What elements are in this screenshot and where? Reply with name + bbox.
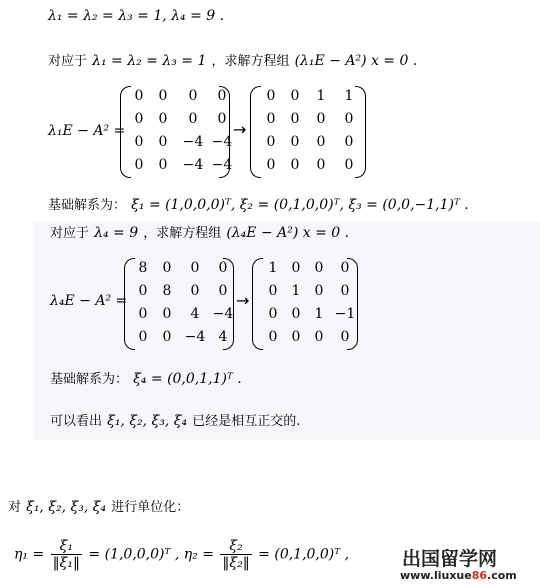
matrix-cell: 0 xyxy=(340,283,350,299)
matrix-cell: 8 xyxy=(162,283,172,299)
matrix-cell: 0 xyxy=(158,88,168,104)
eta1-denominator: ‖ξ₁‖ xyxy=(52,555,80,571)
watermark-url-suffix: .com xyxy=(487,569,517,582)
watermark-url-prefix: www.liuxue xyxy=(400,569,472,582)
matrix-cell: 0 xyxy=(218,283,228,299)
matrix-cell: 0 xyxy=(316,134,326,150)
eta2-lhs: η₂ = xyxy=(183,546,214,563)
matrix-cell: 0 xyxy=(158,157,168,173)
case2-lhs: λ₄E − A² = xyxy=(50,293,128,309)
matrix-cell: 1 xyxy=(344,88,354,104)
matrix-cell: 0 xyxy=(134,88,144,104)
matrix-cell: 0 xyxy=(290,157,300,173)
eta2-fraction xyxy=(220,538,251,571)
case1-basis-label: 基础解系为： xyxy=(48,198,127,213)
matrix-cell: 0 xyxy=(266,111,276,127)
matrix-cell: 0 xyxy=(291,306,301,322)
watermark-url xyxy=(400,569,517,582)
matrix-cell: 0 xyxy=(188,111,198,127)
case2-matrix-right xyxy=(252,258,358,350)
case2-solve-text: ，求解方程组 xyxy=(143,226,222,241)
watermark-logo-text: 出国留学网 xyxy=(402,548,498,570)
normalize-pre: 对 xyxy=(8,500,22,515)
matrix-cell: 0 xyxy=(190,260,200,276)
matrix-cell: 0 xyxy=(266,88,276,104)
case2-matrix-left xyxy=(124,258,234,350)
matrix-cell: −4 xyxy=(211,157,233,173)
matrix-cell: 8 xyxy=(138,260,148,276)
eta1-lhs: η₁ = xyxy=(14,546,45,563)
matrix-cell: −1 xyxy=(334,306,356,322)
matrix-cell: 0 xyxy=(134,134,144,150)
normalize-line xyxy=(8,496,189,515)
eigenvalues-line: λ₁ = λ₂ = λ₃ = 1, λ₄ = 9 . xyxy=(48,8,225,24)
matrix-cell: 0 xyxy=(340,329,350,345)
matrix-cell: 0 xyxy=(316,111,326,127)
matrix-cell: 0 xyxy=(217,111,227,127)
matrix-cell: 4 xyxy=(218,329,228,345)
normalize-post: 进行单位化： xyxy=(111,500,190,515)
matrix-cell: 0 xyxy=(158,111,168,127)
eta2-denominator: ‖ξ₂‖ xyxy=(222,555,250,571)
matrix-cell: 0 xyxy=(138,329,148,345)
case1-matrix-left xyxy=(120,86,233,178)
case2-intro-line xyxy=(50,222,349,241)
observe-text: 可以看出 xyxy=(50,414,103,429)
matrix-cell: 0 xyxy=(266,157,276,173)
matrix-cell: 0 xyxy=(291,329,301,345)
case1-basis: ξ₁ = (1,0,0,0)ᵀ, ξ₂ = (0,1,0,0)ᵀ, ξ₃ = (0,0,−1,1)ᵀ . xyxy=(131,197,469,213)
matrix-cell: 0 xyxy=(162,329,172,345)
case2-basis-line xyxy=(50,368,242,387)
case2-basis: ξ₄ = (0,0,1,1)ᵀ . xyxy=(133,371,242,387)
case2-eigen: λ₄ = 9 xyxy=(94,225,139,241)
matrix-cell: 0 xyxy=(218,260,228,276)
matrix-cell: 0 xyxy=(266,134,276,150)
case1-intro-line xyxy=(48,50,417,69)
case2-basis-label: 基础解系为： xyxy=(50,372,129,387)
case2-arrow: → xyxy=(236,291,250,310)
matrix-cell: −4 xyxy=(184,329,206,345)
matrix-cell: 1 xyxy=(268,260,278,276)
matrix-cell: 0 xyxy=(344,134,354,150)
matrix-cell: 0 xyxy=(138,283,148,299)
matrix-cell: 0 xyxy=(190,283,200,299)
matrix-cell: −4 xyxy=(212,306,234,322)
case1-solve-text: ，求解方程组 xyxy=(211,54,290,69)
eta2-numerator: ξ₂ xyxy=(220,538,251,555)
matrix-cell: 0 xyxy=(162,260,172,276)
matrix-cell: 0 xyxy=(291,260,301,276)
matrix-cell: 1 xyxy=(314,306,324,322)
matrix-cell: 0 xyxy=(217,88,227,104)
matrix-cell: 0 xyxy=(134,111,144,127)
matrix-cell: 0 xyxy=(268,283,278,299)
case1-system: (λ₁E − A²) x = 0 . xyxy=(294,53,418,69)
observe-vars: ξ₁, ξ₂, ξ₃, ξ₄ xyxy=(107,413,188,429)
normalize-vars: ξ₁, ξ₂, ξ₃, ξ₄ xyxy=(26,499,107,515)
matrix-cell: 0 xyxy=(290,111,300,127)
eta1-numerator: ξ₁ xyxy=(51,538,82,555)
eta1-fraction xyxy=(51,538,82,571)
case1-arrow: → xyxy=(233,120,247,139)
matrix-cell: 0 xyxy=(344,111,354,127)
matrix-cell: 0 xyxy=(316,157,326,173)
matrix-cell: 0 xyxy=(134,157,144,173)
matrix-cell: 0 xyxy=(268,329,278,345)
matrix-cell: 0 xyxy=(268,306,278,322)
matrix-cell: 1 xyxy=(291,283,301,299)
matrix-cell: 0 xyxy=(188,88,198,104)
matrix-cell: 0 xyxy=(290,134,300,150)
matrix-cell: 0 xyxy=(138,306,148,322)
matrix-cell: −4 xyxy=(182,134,204,150)
eta2-rhs: = (0,1,0,0)ᵀ , xyxy=(258,546,350,563)
matrix-cell: 1 xyxy=(316,88,326,104)
matrix-cell: 0 xyxy=(314,329,324,345)
matrix-cell: −4 xyxy=(182,157,204,173)
matrix-cell: 4 xyxy=(190,306,200,322)
matrix-cell: 0 xyxy=(162,306,172,322)
observe-tail: 已经是相互正交的. xyxy=(192,414,301,429)
case2-intro-text: 对应于 xyxy=(50,226,90,241)
eta1-rhs: = (1,0,0,0)ᵀ , xyxy=(88,546,180,563)
matrix-cell: 0 xyxy=(314,283,324,299)
case1-eigen: λ₁ = λ₂ = λ₃ = 1 xyxy=(92,53,207,69)
orthogonal-observation xyxy=(50,410,300,429)
matrix-cell: 0 xyxy=(290,88,300,104)
case1-matrix-right xyxy=(250,86,366,178)
case2-system: (λ₄E − A²) x = 0 . xyxy=(226,225,350,241)
case1-intro-text: 对应于 xyxy=(48,54,88,69)
case1-lhs: λ₁E − A² = xyxy=(48,123,126,139)
matrix-cell: −4 xyxy=(211,134,233,150)
watermark-url-accent: 86 xyxy=(471,569,488,582)
matrix-cell: 0 xyxy=(344,157,354,173)
matrix-cell: 0 xyxy=(340,260,350,276)
eta-equations xyxy=(14,538,349,571)
case1-basis-line xyxy=(48,194,469,213)
matrix-cell: 0 xyxy=(314,260,324,276)
matrix-cell: 0 xyxy=(158,134,168,150)
